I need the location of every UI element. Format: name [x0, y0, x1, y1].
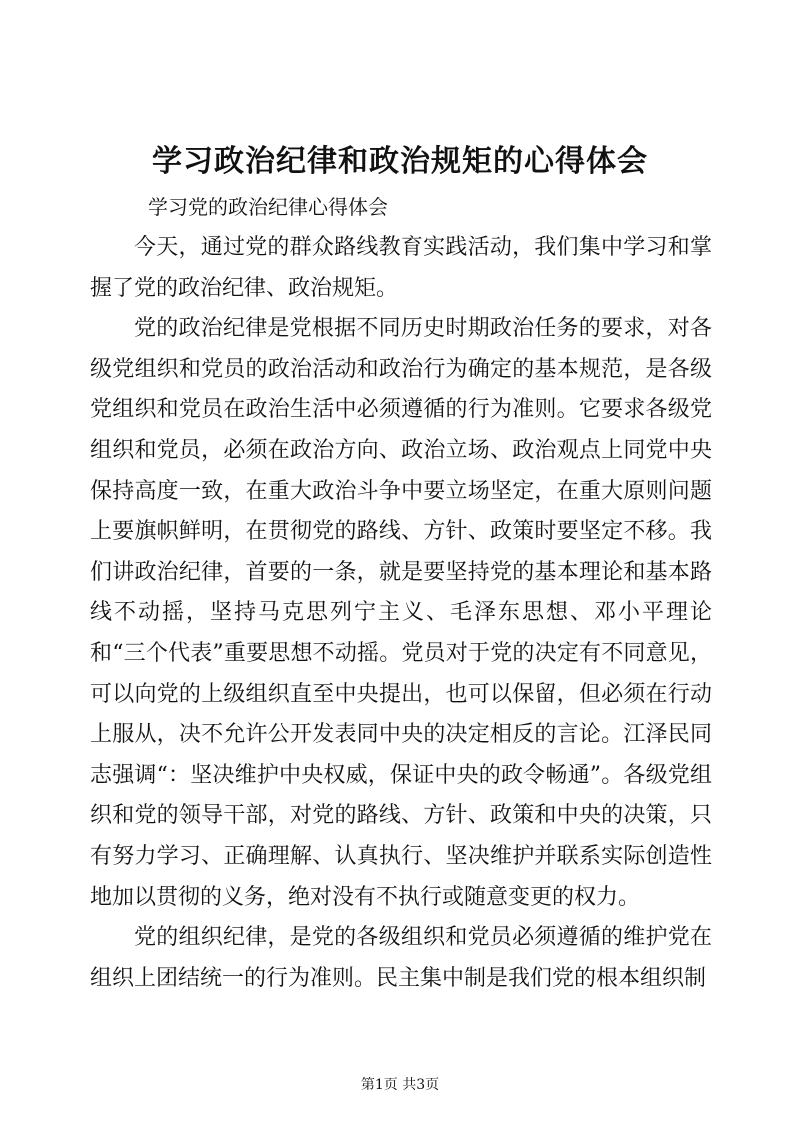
paragraph: 党的政治纪律是党根据不同历史时期政治任务的要求，对各级党组织和党员的政治活动和政治行为确定的基本规范，是各级党组织和党员在政治生活中必须遵循的行为准则。它要求各级党组织和党员，必须在政治方向、政治立场、政治观点上同党中央保持高度一致，在重大政治斗争中要立场坚定，在重大原则问题上要旗帜鲜明，在贯彻党的路线、方针、政策时要坚定不移。我们讲政治纪律，首要的一条，就是要坚持党的基本理论和基本路线不动摇，坚持马克思列宁主义、毛泽东思想、邓小平理论和“三个代表”重要思想不动摇。党员对于党的决定有不同意见，可以向党的上级组织直至中央提出，也可以保留，但必须在行动上服从，决不允许公开发表同中央的决定相反的言论。江泽民同志强调“：坚决维护中央权威，保证中央的政令畅通”。各级党组织和党的领导干部，对党的路线、方针、政策和中央的决策，只有努力学习、正确理解、认真执行、坚决维护并联系实际创造性地加以贯彻的义务，绝对没有不执行或随意变更的权力。	[90, 316, 712, 910]
paragraph: 今天，通过党的群众路线教育实践活动，我们集中学习和掌握了党的政治纪律、政治规矩。	[90, 235, 712, 301]
document-body	[90, 228, 712, 999]
paragraph: 党的组织纪律，是党的各级组织和党员必须遵循的维护党在组织上团结统一的行为准则。民主集中制是我们党的根本组织制	[90, 925, 712, 991]
document-title: 学习政治纪律和政治规矩的心得体会	[152, 144, 648, 179]
document-subtitle: 学习党的政治纪律心得体会	[148, 195, 388, 219]
page-number-footer: 第1页 共3页	[360, 1077, 440, 1093]
